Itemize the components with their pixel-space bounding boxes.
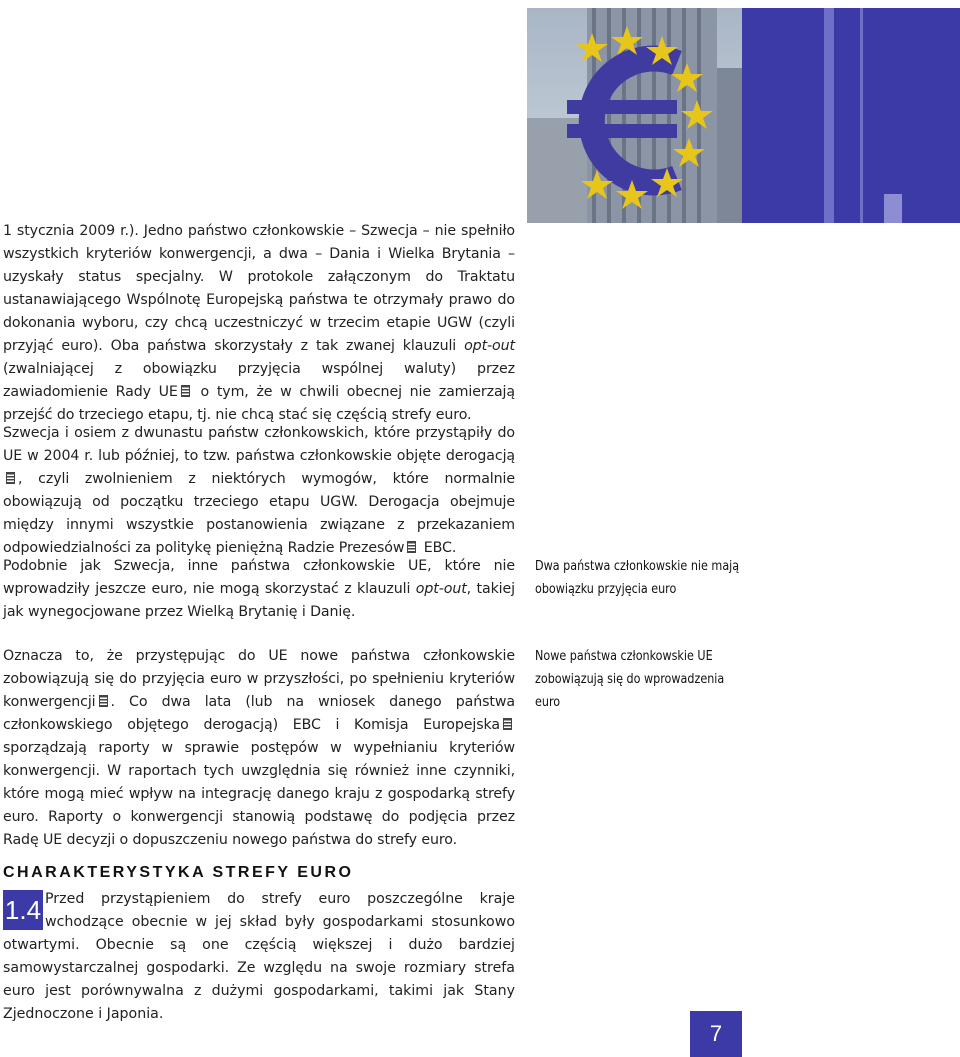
document-icon[interactable] [6, 472, 15, 484]
section-number-badge: 1.4 [3, 890, 43, 930]
paragraph-4 [3, 645, 515, 852]
text: Oznacza to, że przystępując do UE nowe państwa członkowskie zobowiązują się do przyjęcia euro w przyszłości, po spełnieniu [3, 648, 515, 687]
document-icon[interactable] [99, 695, 108, 707]
badge-spacer [3, 888, 45, 932]
text: (zwalniającej z obowiązku przyjęcia wspólnej waluty) przez zawiadomienie [3, 361, 515, 400]
text: Przed przystąpieniem do strefy euro poszczególne kraje wchodzące obecnie w jej skład były gospodarkami stosunkowo otwartymi. Obecnie są one częścią większej i dużo bardziej samowystarczalnej gospodarki. Ze względu na swoje rozmiary strefa euro jest porównywalna z dużymi gospodarkami, takimi jak Stany Zjednoczone i Japonia. [3, 891, 515, 1022]
text: sporządzają raporty w sprawie postępów w wypełnianiu kryteriów konwergencji. W raportach tych uwzględnia się również inne czynniki, które mogą mieć wpływ na integrację danego kraju z gospodarką strefy euro. Raporty o konwergencji stanowią podstawę do podjęcia przez Radę UE decyzji o dopuszczeniu nowego państwa do strefy euro. [3, 740, 515, 848]
page-number: 7 [690, 1011, 742, 1057]
document-icon[interactable] [503, 718, 512, 730]
document-icon[interactable] [407, 541, 416, 553]
sidenote-2: Nowe państwa członkowskie UE zobowiązują się do wprowadzenia euro [535, 648, 725, 710]
glossary-link-rada-prezesow[interactable]: Radzie Prezesów [287, 540, 405, 556]
document-icon[interactable] [181, 385, 190, 397]
text: Szwecja i osiem z dwunastu państw członkowskich, które przystąpiły do UE w 2004 r. lub później, to tzw. państwa członkowskie objęte [3, 425, 515, 464]
text: , takiej jak wynegocjowane przez Wielką Brytanię i Danię. [3, 581, 515, 620]
section-heading: CHARAKTERYSTYKA STREFY EURO [3, 864, 354, 881]
euro-sculpture-photo [527, 8, 742, 223]
paragraph-5 [3, 888, 515, 1026]
glossary-link-kryteria-konwergencji[interactable]: kryteriów konwergencji [3, 671, 515, 710]
text: . Co dwa lata (lub na wniosek danego państwa członkowskiego objętego derogacją) EBC i [3, 694, 515, 733]
text: EBC. [419, 540, 457, 556]
glossary-link-derogacja[interactable]: derogacją [445, 448, 515, 464]
glossary-link-rady-ue[interactable]: Rady UE [115, 384, 178, 400]
sidenote-1: Dwa państwa członkowskie nie mają obowiązku przyjęcia euro [535, 558, 740, 597]
glossary-link-komisja-europejska[interactable]: Komisja Europejska [354, 717, 500, 733]
text: , czyli zwolnieniem z niektórych wymogów, które normalnie obowiązują od początku trzeciego etapu UGW. Derogacja obejmuje między innymi wszystkie postanowienia związane z przekazaniem odpowiedzialności za politykę pieniężną [3, 471, 515, 556]
term-opt-out: opt-out [464, 338, 515, 354]
paragraph-1 [3, 220, 515, 427]
paragraph-3 [3, 555, 515, 624]
text: o tym, że w chwili obecnej nie zamierzają przejść do trzeciego etapu, tj. nie chcą stać się częścią strefy euro. [3, 384, 515, 423]
decorative-accent-block [742, 8, 960, 223]
text: Podobnie jak Szwecja, inne państwa członkowskie UE, które nie wprowadziły jeszcze euro, nie mogą skorzystać z klauzuli [3, 558, 515, 597]
text: 1 stycznia 2009 r.). Jedno państwo członkowskie – Szwecja – nie spełniło wszystkich kryteriów konwergencji, a dwa – Dania i Wielka Brytania – uzyskały status specjalny. W protokole załączonym do Traktatu ustanawiającego Wspólnotę Europejską państwa te otrzymały prawo do dokonania wyboru, czy chcą uczestniczyć w trzecim etapie UGW (czyli przyjąć euro). Oba państwa skorzystały z tak zwanej klauzuli [3, 223, 515, 354]
paragraph-2 [3, 422, 515, 560]
term-opt-out: opt-out [415, 581, 467, 597]
